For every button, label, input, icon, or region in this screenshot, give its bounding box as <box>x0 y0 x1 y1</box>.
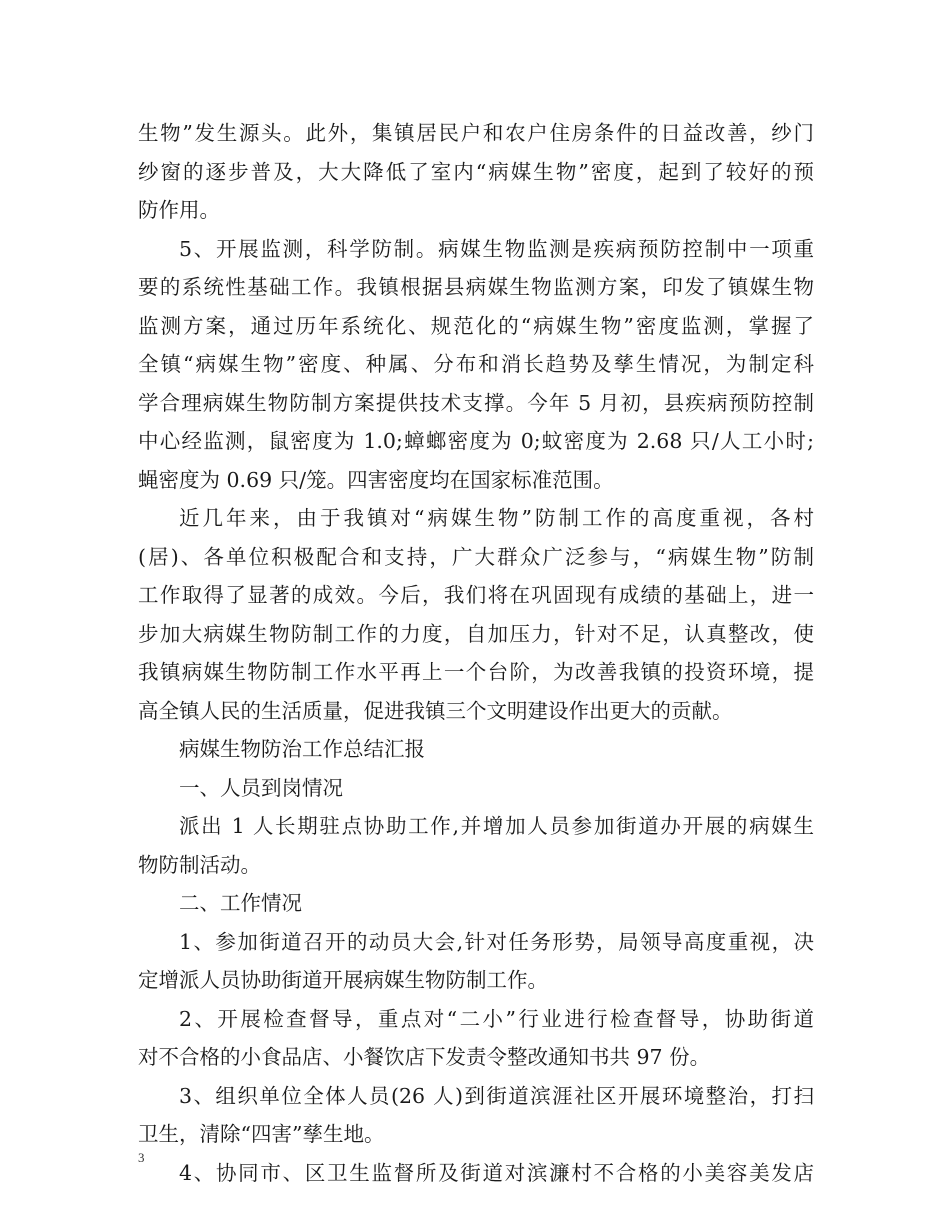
text-line: 学合理病媒生物防制方案提供技术支撑。今年 5 月初，县疾病预防控制 <box>138 390 814 415</box>
text-line: 病媒生物防治工作总结汇报 <box>179 737 425 761</box>
text-line: 全镇“病媒生物”密度、种属、分布和消长趋势及孳生情况，为制定科 <box>138 352 814 376</box>
text-line: 物防制活动。 <box>138 852 261 877</box>
page-number: 3 <box>138 1150 145 1165</box>
text-line: 5、开展监测，科学防制。病媒生物监测是疾病预防控制中一项重 <box>179 236 814 261</box>
text-line: 工作取得了显著的成效。今后，我们将在巩固现有成绩的基础上，进一 <box>138 583 814 607</box>
text-line: 对不合格的小食品店、小餐饮店下发责令整改通知书共 97 份。 <box>138 1045 711 1069</box>
text-line: 步加大病媒生物防制工作的力度，自加压力，针对不足，认真整改，使 <box>138 621 814 646</box>
text-line: 中心经监测，鼠密度为 1.0;蟑螂密度为 0;蚊密度为 2.68 只/人工小时; <box>138 429 814 453</box>
document-body <box>138 114 814 1192</box>
text-line: 二、工作情况 <box>179 891 302 915</box>
text-line: 生物”发生源头。此外，集镇居民户和农户住房条件的日益改善，纱门 <box>138 121 814 145</box>
text-line: 1、参加街道召开的动员大会,针对任务形势，局领导高度重视，决 <box>179 929 814 954</box>
text-line: 要的系统性基础工作。我镇根据县病媒生物监测方案，印发了镇媒生物 <box>138 275 814 299</box>
text-line: 我镇病媒生物防制工作水平再上一个台阶，为改善我镇的投资环境，提 <box>138 660 814 684</box>
text-line: 3、组织单位全体人员(26 人)到街道滨涯社区开展环境整治，打扫 <box>179 1083 814 1108</box>
text-line: 2、开展检查督导，重点对“二小”行业进行检查督导，协助街道 <box>179 1006 814 1031</box>
text-line: 卫生，清除“四害”孳生地。 <box>138 1122 385 1146</box>
text-line: 一、人员到岗情况 <box>179 775 343 800</box>
text-line: 蝇密度为 0.69 只/笼。四害密度均在国家标准范围。 <box>138 467 614 492</box>
text-line: 高全镇人民的生活质量，促进我镇三个文明建设作出更大的贡献。 <box>138 698 733 723</box>
text-line: 派出 1 人长期驻点协助工作,并增加人员参加街道办开展的病媒生 <box>179 814 814 838</box>
text-line: 纱窗的逐步普及，大大降低了室内“病媒生物”密度，起到了较好的预 <box>138 159 814 184</box>
text-line: 监测方案，通过历年系统化、规范化的“病媒生物”密度监测，掌握了 <box>138 313 814 338</box>
text-line: 防作用。 <box>138 198 220 222</box>
text-line: (居)、各单位积极配合和支持，广大群众广泛参与，“病媒生物”防制 <box>138 544 814 569</box>
text-line: 4、协同市、区卫生监督所及街道对滨濂村不合格的小美容美发店 <box>179 1160 814 1185</box>
text-line: 定增派人员协助街道开展病媒生物防制工作。 <box>138 968 548 992</box>
text-line: 近几年来，由于我镇对“病媒生物”防制工作的高度重视，各村 <box>179 506 814 530</box>
